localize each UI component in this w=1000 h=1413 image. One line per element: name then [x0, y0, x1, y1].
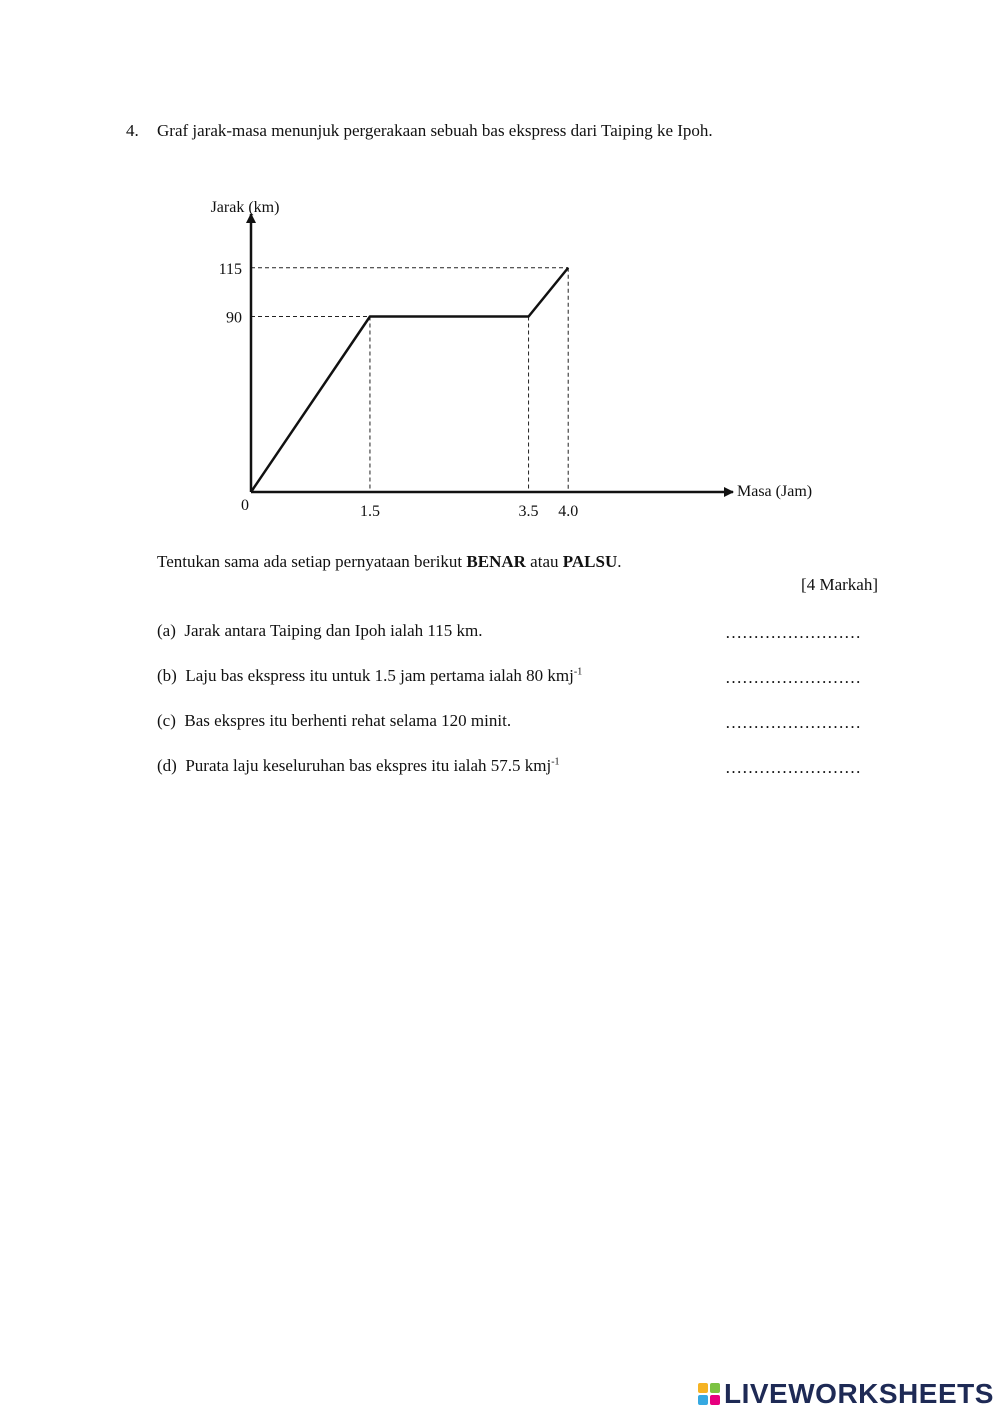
x-tick-label: 4.0 — [558, 503, 579, 520]
question-number: 4. — [126, 121, 139, 140]
answer-blank-d[interactable]: …………………… — [725, 758, 861, 777]
x-tick-label: 3.5 — [518, 503, 539, 520]
statement-label: (a) — [157, 621, 176, 640]
statement-text: Jarak antara Taiping dan Ipoh ialah 115 km. — [184, 621, 483, 640]
superscript: -1 — [551, 756, 560, 768]
answer-blank-b[interactable]: …………………… — [725, 668, 861, 687]
y-tick-labels — [219, 261, 242, 327]
logo-text: LIVEWORKSHEETS — [724, 1378, 994, 1409]
instruction-before: Tentukan sama ada setiap pernyataan berikut — [157, 552, 467, 571]
statement-text: Laju bas ekspress itu untuk 1.5 jam pertama ialah 80 kmj — [185, 666, 574, 685]
chart-guides — [251, 268, 568, 492]
statement-label: (b) — [157, 666, 177, 685]
instruction — [157, 552, 621, 572]
liveworksheets-logo[interactable] — [698, 1379, 994, 1409]
instruction-middle: atau — [525, 552, 563, 571]
y-axis-label: Jarak (km) — [210, 199, 280, 216]
logo-tile — [710, 1395, 720, 1405]
statement-label: (d) — [157, 756, 177, 775]
origin-label: 0 — [241, 497, 249, 514]
logo-tile — [698, 1395, 708, 1405]
statement-label: (c) — [157, 711, 176, 730]
question-text: Graf jarak-masa menunjuk pergerakaan sebuah bas ekspress dari Taiping ke Ipoh. — [157, 121, 713, 140]
answer-blank-c[interactable]: …………………… — [725, 713, 861, 732]
benar-keyword: BENAR — [466, 552, 526, 571]
x-axis-label: Masa (Jam) — [737, 483, 813, 500]
distance-time-chart — [0, 0, 1000, 560]
y-tick-label: 115 — [218, 260, 242, 278]
y-tick-label: 90 — [226, 309, 242, 327]
instruction-after: . — [617, 552, 622, 571]
logo-grid-icon — [698, 1383, 720, 1405]
superscript: -1 — [573, 666, 583, 678]
statement-d — [157, 756, 560, 776]
answer-blank-a[interactable]: …………………… — [725, 623, 861, 642]
x-tick-labels — [360, 503, 578, 520]
series-line — [251, 268, 568, 492]
marks-label: [4 Markah] — [801, 575, 878, 594]
palsu-keyword: PALSU — [562, 552, 618, 571]
statement-c — [157, 711, 511, 731]
statement-text: Bas ekspres itu berhenti rehat selama 120 minit. — [184, 711, 512, 730]
statement-b — [157, 666, 582, 686]
statement-text: Purata laju keseluruhan bas ekspres itu ialah 57.5 kmj — [185, 756, 552, 775]
x-tick-label: 1.5 — [359, 503, 380, 520]
logo-tile — [710, 1383, 720, 1393]
logo-tile — [698, 1383, 708, 1393]
statement-a — [157, 621, 482, 641]
